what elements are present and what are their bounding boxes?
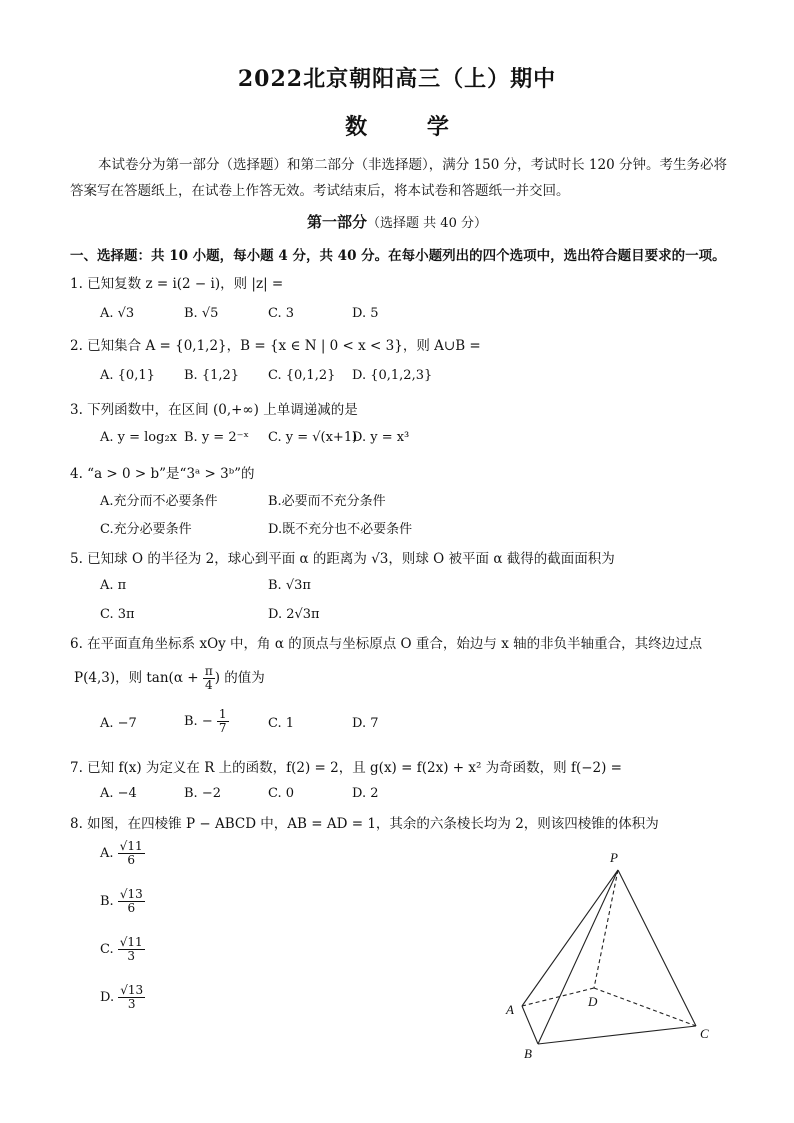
q5-option-b: B. √3π: [268, 578, 311, 593]
q8-option-d: [100, 984, 145, 1011]
q8-option-a: [100, 840, 145, 867]
q6-frac-den: 4: [204, 678, 213, 692]
vertex-label-A: A: [506, 1002, 514, 1017]
question-7-stem: 7. 已知 f(x) 为定义在 R 上的函数，f(2) = 2，且 g(x) = f(2x) + x² 为奇函数，则 f(−2) =: [70, 760, 622, 776]
q8-d-den: 3: [127, 997, 136, 1011]
q8-option-b: [100, 888, 145, 915]
q8-c-fraction: [118, 936, 145, 963]
q6-stem2-tail: ) 的值为: [214, 670, 265, 686]
q1-option-a: A. √3: [100, 306, 135, 321]
question-3-stem: 3. 下列函数中，在区间 (0,+∞) 上单调递减的是: [70, 402, 358, 418]
q2-option-d: D. {0,1,2,3}: [352, 368, 433, 383]
q2-option-b: B. {1,2}: [184, 368, 240, 383]
q8-a-label: A.: [100, 846, 114, 861]
part-title: 第一部分: [307, 213, 368, 231]
q8-c-label: C.: [100, 942, 114, 957]
q6-frac-num: π: [204, 664, 213, 678]
part-note: （选择题 共 40 分）: [367, 216, 487, 231]
q1-option-b: B. √5: [184, 306, 219, 321]
section-heading: 一、选择题：共 10 小题，每小题 4 分，共 40 分。在每小题列出的四个选项中，选出符合题目要求的一项。: [70, 248, 726, 264]
q7-option-d: D. 2: [352, 786, 379, 801]
q6-stem2-text: P(4,3)，则 tan(α +: [74, 670, 199, 686]
q3-option-d: D. y = x³: [352, 430, 410, 445]
pyramid-figure: [500, 848, 730, 1063]
edge-DC-hidden: [594, 988, 696, 1026]
vertex-label-C: C: [700, 1026, 709, 1041]
q8-a-den: 6: [127, 853, 135, 867]
q8-c-num: √11: [119, 935, 143, 949]
q6-option-b: [184, 708, 229, 735]
q8-c-den: 3: [127, 949, 136, 963]
q5-option-c: C. 3π: [100, 607, 135, 622]
q6-optb-den: 7: [218, 721, 227, 735]
q6-option-b-fraction: [217, 708, 229, 735]
q8-option-c: [100, 936, 145, 963]
q4-option-c: C.充分必要条件: [100, 522, 192, 537]
edge-BC: [538, 1026, 696, 1044]
q4-option-b: B.必要而不充分条件: [268, 494, 386, 509]
q5-option-d: D. 2√3π: [268, 607, 320, 622]
q6-option-a: A. −7: [100, 716, 137, 731]
q1-option-c: C. 3: [268, 306, 295, 321]
question-6-stem-line2: [74, 665, 265, 692]
q8-b-num: √13: [119, 887, 143, 901]
q6-option-c: C. 1: [268, 716, 295, 731]
question-5-stem: 5. 已知球 O 的半径为 2，球心到平面 α 的距离为 √3，则球 O 被平面 α 截得的截面面积为: [70, 551, 615, 567]
q6-option-b-label: B. −: [184, 714, 213, 729]
q1-option-d: D. 5: [352, 306, 379, 321]
q6-optb-num: 1: [218, 707, 227, 721]
question-2-stem: 2. 已知集合 A = {0,1,2}，B = {x ∈ N | 0 < x < 3}，则 A∪B =: [70, 338, 481, 354]
page-title: 2022北京朝阳高三（上）期中: [237, 66, 557, 92]
question-4-stem: 4. “a > 0 > b”是“3ᵃ > 3ᵇ”的: [70, 466, 255, 482]
q2-option-a: A. {0,1}: [100, 368, 155, 383]
q8-d-label: D.: [100, 990, 115, 1005]
q4-option-d: D.既不充分也不必要条件: [268, 522, 413, 537]
q7-option-b: B. −2: [184, 786, 221, 801]
q3-option-b: B. y = 2⁻ˣ: [184, 430, 249, 445]
q8-b-den: 6: [127, 901, 136, 915]
q4-option-a: A.充分而不必要条件: [100, 494, 218, 509]
question-6-stem: 6. 在平面直角坐标系 xOy 中，角 α 的顶点与坐标原点 O 重合，始边与 x 轴的非负半轴重合，其终边过点: [70, 636, 703, 652]
q7-option-c: C. 0: [268, 786, 295, 801]
vertex-label-B: B: [524, 1046, 532, 1061]
q3-option-a: A. y = log₂x: [100, 430, 178, 445]
edge-PB: [538, 870, 618, 1044]
q8-a-fraction: [118, 840, 145, 867]
q6-option-d: D. 7: [352, 716, 379, 731]
edge-PC: [618, 870, 696, 1026]
q8-b-fraction: [118, 888, 145, 915]
q6-pi-over-4-fraction: [203, 665, 215, 692]
q2-option-c: C. {0,1,2}: [268, 368, 336, 383]
vertex-label-D: D: [588, 994, 598, 1009]
vertex-label-P: P: [610, 850, 618, 865]
part-heading: [0, 211, 794, 232]
q8-b-label: B.: [100, 894, 114, 909]
subject-title: 数 学: [345, 114, 475, 140]
q7-option-a: A. −4: [100, 786, 137, 801]
edge-AB: [522, 1006, 538, 1044]
q8-d-num: √13: [120, 983, 144, 997]
question-1-stem: 1. 已知复数 z = i(2 − i)，则 |z| =: [70, 276, 284, 292]
edge-PA: [522, 870, 618, 1006]
q8-a-num: √11: [119, 839, 143, 853]
question-8-stem: 8. 如图，在四棱锥 P − ABCD 中，AB = AD = 1，其余的六条棱长均为 2，则该四棱锥的体积为: [70, 816, 659, 832]
exam-instructions: 本试卷分为第一部分（选择题）和第二部分（非选择题），满分 150 分，考试时长 120 分钟。考生务必将答案写在答题纸上，在试卷上作答无效。考试结束后，将本试卷和答题纸一并交回。: [70, 157, 727, 199]
q3-option-c: C. y = √(x+1): [268, 430, 358, 445]
q5-option-a: A. π: [100, 578, 127, 593]
q8-d-fraction: [118, 984, 145, 1011]
